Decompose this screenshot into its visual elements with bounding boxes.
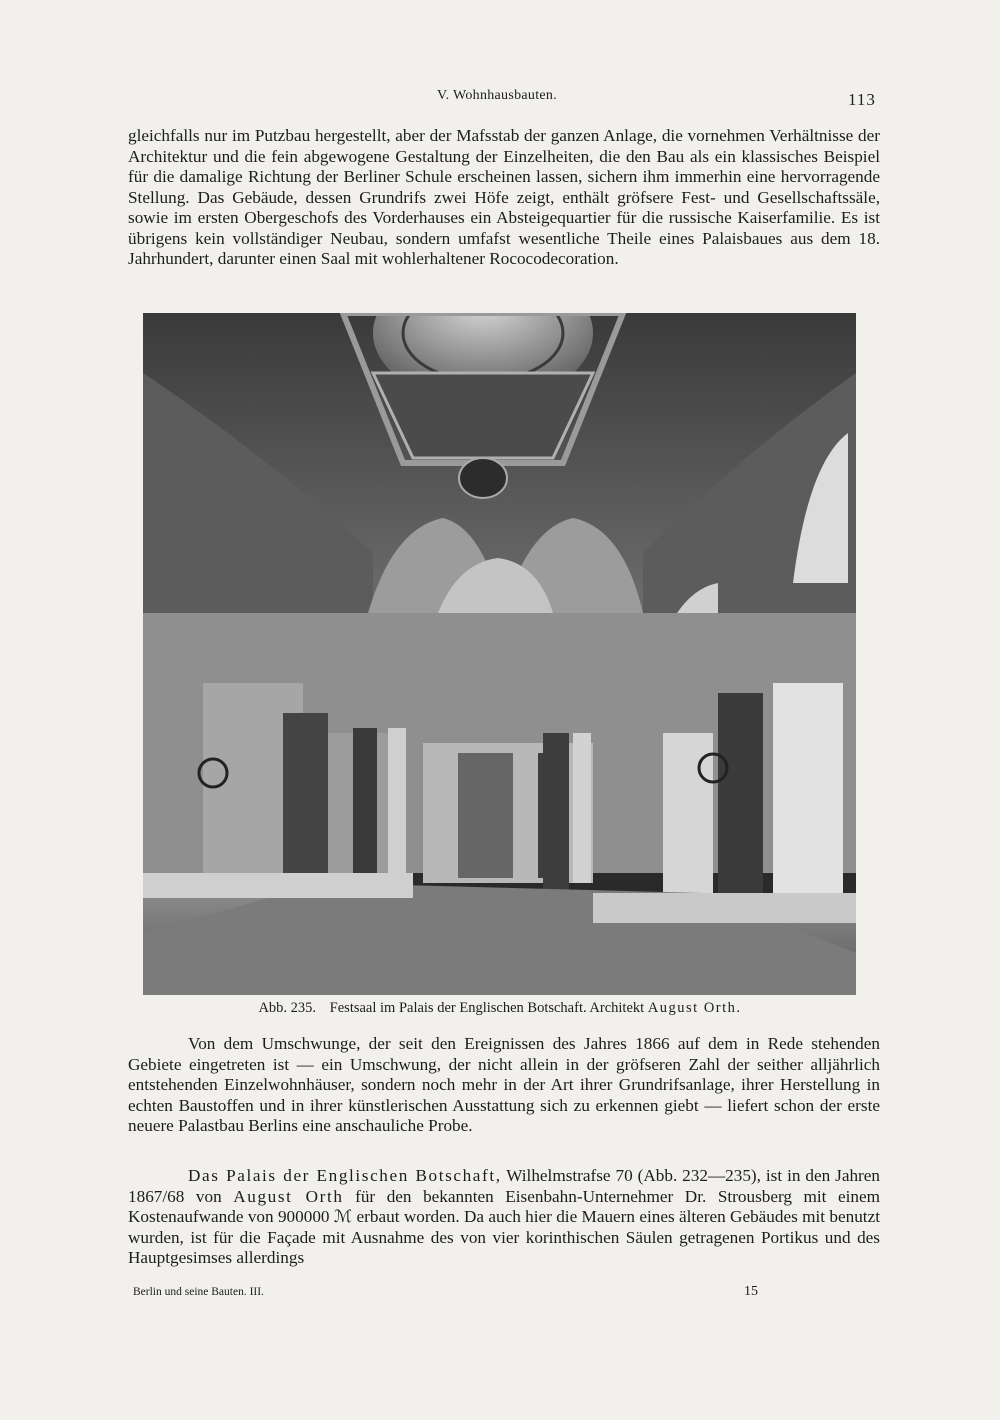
- palais-text-a: Wilhelmstrafse 70 (Abb. 232—235), ist in den Jahren 1867/68 von: [128, 1166, 880, 1206]
- running-head: [0, 88, 1000, 112]
- festsaal-illustration: [143, 313, 856, 995]
- palais-text-b: für den bekannten Eisenbahn-Unternehmer Dr. Strousberg mit einem Kostenaufwande von 900000 ℳ erbaut worden. Da auch hier die Mauern eines älteren Gebäudes mit benutzt wurden, ist für die Façade mit Ausnahme des von vier korinthischen Säulen getragenen Portikus und des Hauptgesimses allerdings: [128, 1186, 881, 1267]
- figure-architect: August Orth.: [647, 1000, 742, 1016]
- paragraph-continued: gleichfalls nur im Putzbau hergestellt, aber der Mafsstab der ganzen Anlage, die vornehmen Verhältnisse der Architektur und die fein abgewogene Gestaltung der Einzelheiten, die den Bau als ein klassisches Beispiel für die damalige Richtung der Berliner Schule erscheinen lassen, sichern ihm immerhin eine hervorragende Stellung. Das Gebäude, dessen Grundrifs zwei Höfe zeigt, enthält gröfsere Fest- und Gesellschaftssäle, sowie im ersten Obergeschofs des Vorderhauses ein Absteigequartier für die russische Kaiserfamilie. Es ist übrigens kein vollständiger Neubau, sondern umfafst wesentliche Theile eines Palaisbaues aus dem 18. Jahrhundert, darunter einen Saal mit wohlerhaltener Rococodecoration.: [128, 126, 880, 268]
- paragraph-umschwung: Von dem Umschwunge, der seit den Ereignissen des Jahres 1866 auf dem in Rede stehenden Gebiete eingetreten ist — ein Umschwung, der nicht allein in der gröfseren Zahl der seither alljährlich entstehenden Einzelwohnhäuser, sondern noch mehr in der Art ihrer Grundrifsanlage, ihrer Herstellung in echten Baustoffen und in ihrer künstlerischen Ausstattung sich zu erkennen giebt — liefert schon der erste neuere Palastbau Berlins eine anschauliche Probe.: [128, 1034, 880, 1135]
- page-number: 113: [848, 90, 876, 109]
- footer-book-title: Berlin und seine Bauten. III.: [133, 1286, 264, 1298]
- figure-caption: [0, 1000, 1000, 1017]
- figure-caption-text: Festsaal im Palais der Englischen Botschaft. Architekt: [329, 1000, 645, 1016]
- running-title: V. Wohnhausbauten.: [437, 88, 558, 103]
- palais-name: Das Palais der Englischen Botschaft,: [188, 1166, 502, 1185]
- figure-festsaal-photo: [143, 313, 856, 995]
- page-footer: [0, 1284, 1000, 1304]
- palais-architect: August Orth: [233, 1186, 344, 1206]
- paragraph-palais: [128, 1166, 880, 1269]
- figure-number: Abb. 235.: [258, 1000, 317, 1016]
- sheet-signature: 15: [744, 1284, 758, 1299]
